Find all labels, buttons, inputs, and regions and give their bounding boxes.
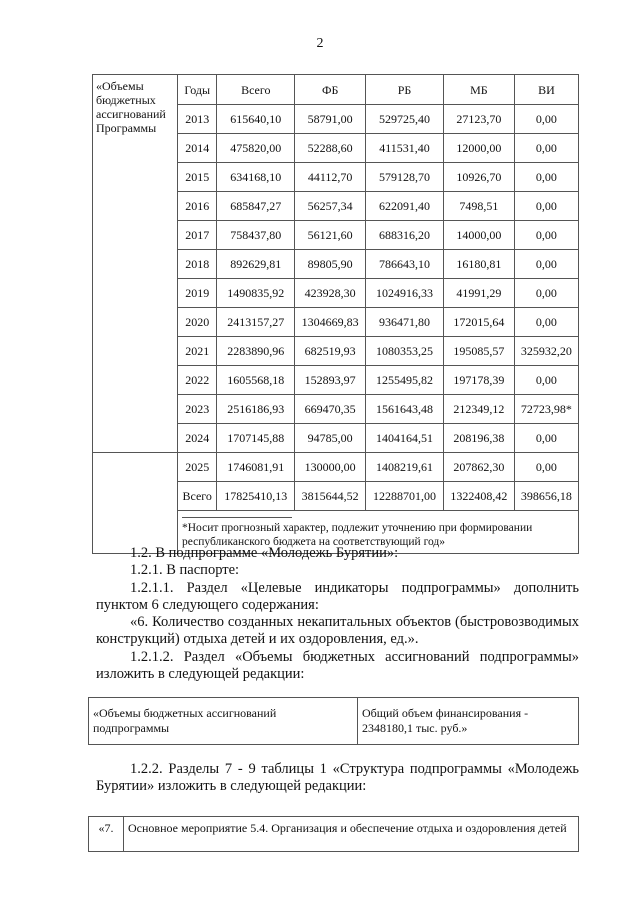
- table-cell: 786643,10: [366, 250, 444, 279]
- table-cell: 0,00: [514, 453, 578, 482]
- footnote-text: *Носит прогнозный характер, подлежит уточнению при формировании республиканского бюджета на соответствующий год»: [182, 522, 533, 548]
- footnote-rule: [182, 517, 292, 518]
- table-cell: Всего: [178, 482, 217, 511]
- page-number: 2: [316, 36, 324, 51]
- paragraph-1-2-2: 1.2.2. Разделы 7 - 9 таблицы 1 «Структура подпрограммы «Молодежь Бурятии» изложить в следующей редакции:: [96, 761, 579, 794]
- table-cell: 208196,38: [443, 424, 514, 453]
- table-cell: 58791,00: [295, 105, 366, 134]
- column-header: ВИ: [514, 75, 578, 105]
- table-cell: 892629,81: [217, 250, 295, 279]
- table-cell: 615640,10: [217, 105, 295, 134]
- paragraph-indicator-6: «6. Количество созданных некапитальных объектов (быстровозводимых конструкций) отдыха детей и их оздоровления, ед.».: [96, 614, 579, 647]
- subprogram-budget-label: «Объемы бюджетных ассигнований подпрограммы: [89, 698, 358, 745]
- table-cell: 1404164,51: [366, 424, 444, 453]
- paragraph-1-2-1: 1.2.1. В паспорте:: [130, 562, 240, 578]
- table-cell: 0,00: [514, 366, 578, 395]
- table-cell: 10926,70: [443, 163, 514, 192]
- table-cell: 2283890,96: [217, 337, 295, 366]
- paragraph-1-2: 1.2. В подпрограмме «Молодежь Бурятии»:: [130, 545, 399, 561]
- table-cell: 685847,27: [217, 192, 295, 221]
- table-cell: 197178,39: [443, 366, 514, 395]
- table-cell: 579128,70: [366, 163, 444, 192]
- table-cell: 0,00: [514, 424, 578, 453]
- table-cell: 669470,35: [295, 395, 366, 424]
- table-cell: 398656,18: [514, 482, 578, 511]
- table-cell: 1024916,33: [366, 279, 444, 308]
- table-cell: 0,00: [514, 221, 578, 250]
- table-cell: 1561643,48: [366, 395, 444, 424]
- table-cell: 622091,40: [366, 192, 444, 221]
- subprogram-structure-table: [88, 816, 579, 852]
- table-cell: 529725,40: [366, 105, 444, 134]
- table-cell: 2016: [178, 192, 217, 221]
- table-cell: 2022: [178, 366, 217, 395]
- column-header: РБ: [366, 75, 444, 105]
- budget-allocations-table: [92, 74, 579, 554]
- table-cell: 27123,70: [443, 105, 514, 134]
- table-cell: 52288,60: [295, 134, 366, 163]
- table-cell: 2013: [178, 105, 217, 134]
- table-cell: 7498,51: [443, 192, 514, 221]
- table-cell: 41991,29: [443, 279, 514, 308]
- table-cell: 475820,00: [217, 134, 295, 163]
- column-header: ФБ: [295, 75, 366, 105]
- table-cell: 0,00: [514, 163, 578, 192]
- table-cell: 1605568,18: [217, 366, 295, 395]
- table-cell: 12000,00: [443, 134, 514, 163]
- structure-row-number: «7.: [89, 817, 124, 852]
- table-cell: 3815644,52: [295, 482, 366, 511]
- table-cell: 325932,20: [514, 337, 578, 366]
- table-cell: 56121,60: [295, 221, 366, 250]
- column-header: Годы: [178, 75, 217, 105]
- table-cell: 56257,34: [295, 192, 366, 221]
- table-cell: 0,00: [514, 250, 578, 279]
- table-cell: 0,00: [514, 308, 578, 337]
- table-cell: 130000,00: [295, 453, 366, 482]
- paragraph-1-2-1-1: 1.2.1.1. Раздел «Целевые индикаторы подпрограммы» дополнить пунктом 6 следующего содержания:: [96, 580, 579, 613]
- table-cell: 2021: [178, 337, 217, 366]
- table-cell: 1707145,88: [217, 424, 295, 453]
- table-cell: 0,00: [514, 105, 578, 134]
- table-cell: 1746081,91: [217, 453, 295, 482]
- table-cell: 2025: [178, 453, 217, 482]
- column-header: Всего: [217, 75, 295, 105]
- table-cell: 0,00: [514, 279, 578, 308]
- table-cell: 0,00: [514, 134, 578, 163]
- table-cell: 195085,57: [443, 337, 514, 366]
- subprogram-budget-total: Общий объем финансирования - 2348180,1 тыс. руб.»: [358, 698, 579, 745]
- table-cell: 682519,93: [295, 337, 366, 366]
- table-cell: 94785,00: [295, 424, 366, 453]
- table-cell: 152893,97: [295, 366, 366, 395]
- table-cell: 2019: [178, 279, 217, 308]
- table-cell: 2413157,27: [217, 308, 295, 337]
- programme-label: «Объемы бюджетных ассигнований Программы: [93, 75, 178, 453]
- table-cell: 44112,70: [295, 163, 366, 192]
- column-header: МБ: [443, 75, 514, 105]
- table-cell: 0,00: [514, 192, 578, 221]
- table-cell: 14000,00: [443, 221, 514, 250]
- table-cell: 12288701,00: [366, 482, 444, 511]
- table-header-row: [93, 75, 579, 105]
- table-cell: 936471,80: [366, 308, 444, 337]
- table-cell: 1490835,92: [217, 279, 295, 308]
- table-cell: 2023: [178, 395, 217, 424]
- table-cell: 758437,80: [217, 221, 295, 250]
- table-cell: 2017: [178, 221, 217, 250]
- table-cell: 1304669,83: [295, 308, 366, 337]
- table-cell: 16180,81: [443, 250, 514, 279]
- table-cell: 2014: [178, 134, 217, 163]
- table-cell: 17825410,13: [217, 482, 295, 511]
- table-cell: 212349,12: [443, 395, 514, 424]
- table-cell: 411531,40: [366, 134, 444, 163]
- table-cell: 688316,20: [366, 221, 444, 250]
- table-cell: 423928,30: [295, 279, 366, 308]
- table-cell: 2015: [178, 163, 217, 192]
- table-cell: 1080353,25: [366, 337, 444, 366]
- table-cell: 172015,64: [443, 308, 514, 337]
- table-cell: 2018: [178, 250, 217, 279]
- table-cell: 2516186,93: [217, 395, 295, 424]
- table-cell: 72723,98*: [514, 395, 578, 424]
- table-cell: 2024: [178, 424, 217, 453]
- table-cell: 2020: [178, 308, 217, 337]
- empty-label-cell: [93, 453, 178, 554]
- table-cell: 1255495,82: [366, 366, 444, 395]
- paragraph-1-2-1-2: 1.2.1.2. Раздел «Объемы бюджетных ассигнований подпрограммы» изложить в следующей редакции:: [96, 649, 579, 682]
- table-cell: 1322408,42: [443, 482, 514, 511]
- table-cell: 634168,10: [217, 163, 295, 192]
- table-cell: 89805,90: [295, 250, 366, 279]
- structure-row-text: Основное мероприятие 5.4. Организация и обеспечение отдыха и оздоровления детей: [124, 817, 579, 852]
- subprogram-budget-table: [88, 697, 579, 745]
- table-row: [93, 453, 579, 482]
- table-cell: 1408219,61: [366, 453, 444, 482]
- table-cell: 207862,30: [443, 453, 514, 482]
